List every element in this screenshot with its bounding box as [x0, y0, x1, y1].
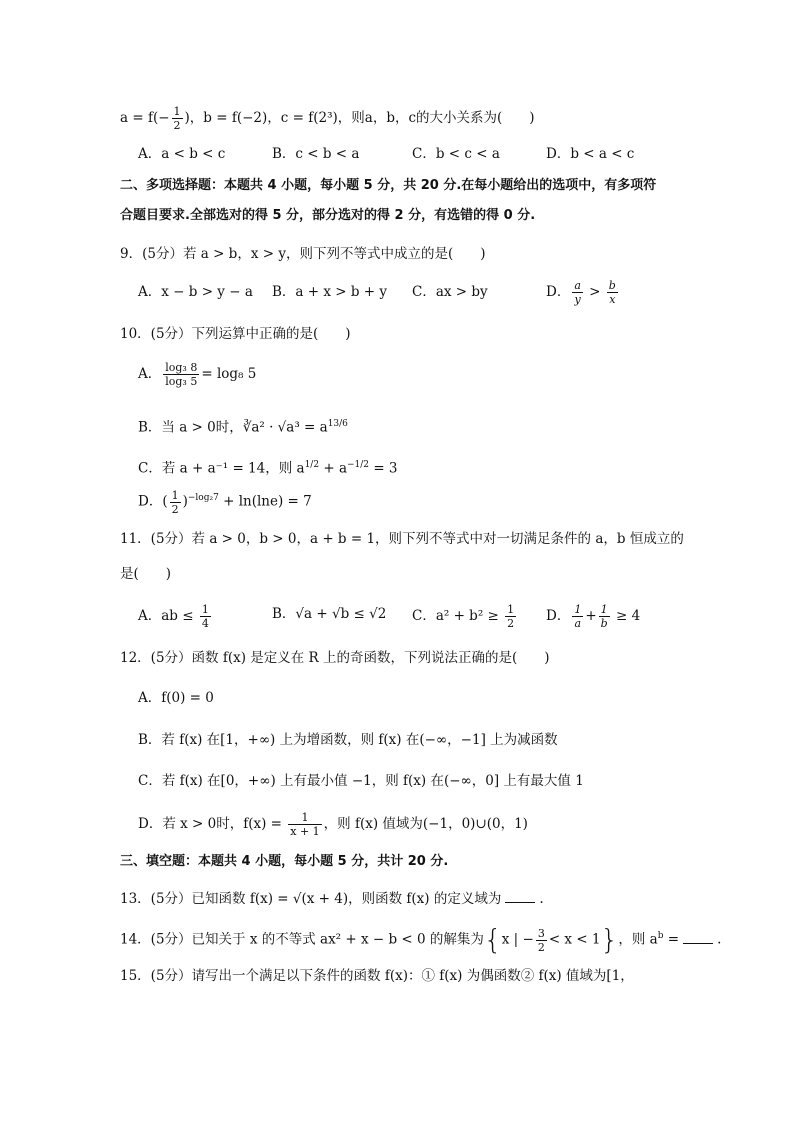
section-3-heading: 三、填空题：本题共 4 小题，每小题 5 分，共计 20 分.	[120, 854, 449, 869]
q8-question: 的大小关系为( )	[416, 110, 535, 126]
q10-option-d: D．( $\frac{1}{2}$ )$^{-log_27}$ + ln(lne) = 7	[138, 488, 312, 516]
q8-vars: a，b，c	[364, 110, 417, 126]
q9-option-a: A．x − b > y − a	[138, 284, 253, 300]
q8-option-a: A．a < b < c	[138, 146, 226, 162]
q8-stem	[120, 106, 535, 131]
q8-option-c: C．b < c < a	[412, 146, 500, 162]
log-fraction: $\frac{\text{log₃ 8}}{\text{log₃ 5}}$	[165, 361, 198, 388]
q15-stem: 15．(5分）请写出一个满足以下条件的函数 f(x)：① f(x) 为偶函数② f(x) 值域为[1，	[120, 968, 634, 984]
q9-option-d: D． $\frac{a}{y}$ > $\frac{b}{x}$	[546, 279, 616, 306]
q12-option-a: A．f(0) = 0	[138, 690, 214, 706]
section-2-heading: 二、多项选择题：本题共 4 小题，每小题 5 分，共 20 分.在每小题给出的选项中，有多项符	[120, 178, 657, 193]
q9-option-c: C．ax > by	[412, 284, 488, 300]
fraction-half: $\frac{1}{2}$	[173, 105, 181, 132]
q8-bc-def: )，b = f(−2)，c = f(2³)，则	[184, 110, 365, 126]
q10-stem: 10．(5分）下列运算中正确的是( )	[120, 326, 351, 342]
q12-option-c: C．若 f(x) 在[0，+∞) 上有最小值 −1，则 f(x) 在(−∞，0] 上有最大值 1	[138, 773, 584, 789]
q9-option-b: B．a + x > b + y	[272, 284, 388, 300]
answer-blank[interactable]	[505, 888, 535, 903]
q8-a-def: a = f(−	[120, 110, 170, 126]
q11-stem: 11．(5分）若 a > 0，b > 0，a + b = 1，则下列不等式中对一切满足条件的 a，b 恒成立的	[120, 531, 684, 547]
q11-option-b: B．√a + √b ≤ √2	[272, 606, 387, 622]
q10-option-a: A． $\frac{\text{log₃ 8}}{\text{log₃ 5}}$ = log₈ 5	[138, 361, 257, 388]
q12-stem: 12．(5分）函数 f(x) 是定义在 R 上的奇函数，下列说法正确的是( )	[120, 650, 550, 666]
q11-option-c: C．a² + b² ≥ $\frac{1}{2}$	[412, 603, 515, 630]
q11-option-d: D． $\frac{1}{a}$ + $\frac{1}{b}$ ≥ 4	[546, 603, 641, 630]
q11-option-a: A．ab ≤ $\frac{1}{4}$	[138, 603, 209, 630]
section-2-heading-cont: 合题目要求.全部选对的得 5 分，部分选对的得 2 分，有选错的得 0 分.	[120, 208, 536, 223]
q10-option-b: B．当 a > 0时，∛a² · $√a^3 = a^{13/6}$	[138, 419, 348, 436]
q14-stem: 14．(5分）已知关于 x 的不等式 ax² + x − b < 0 的解集为{x | − $\frac{3}{2}$ < x < 1}，则 $a^b$ = .	[120, 923, 722, 956]
q9-stem: 9．(5分）若 a > b，x > y，则下列不等式中成立的是( )	[120, 246, 486, 262]
answer-blank[interactable]	[683, 929, 713, 944]
q8-option-b: B．c < b < a	[272, 146, 360, 162]
q11-stem-cont: 是( )	[120, 566, 172, 582]
q13-stem: 13．(5分）已知函数 f(x) = √(x + 4)，则函数 f(x) 的定义域为 .	[120, 888, 544, 909]
q12-option-d: D．若 x > 0时，f(x) = $\frac{1}{x + 1}$ ，则 f(x) 值域为(−1，0)∪(0，1)	[138, 811, 528, 838]
q12-option-b: B．若 f(x) 在[1，+∞) 上为增函数，则 f(x) 在(−∞，−1] 上为减函数	[138, 732, 558, 748]
q10-option-c: C．若 a + a⁻¹ = 14，则 $a^{1/2} + a^{-1/2} = 3$	[138, 460, 398, 477]
q8-option-d: D．b < a < c	[546, 146, 635, 162]
